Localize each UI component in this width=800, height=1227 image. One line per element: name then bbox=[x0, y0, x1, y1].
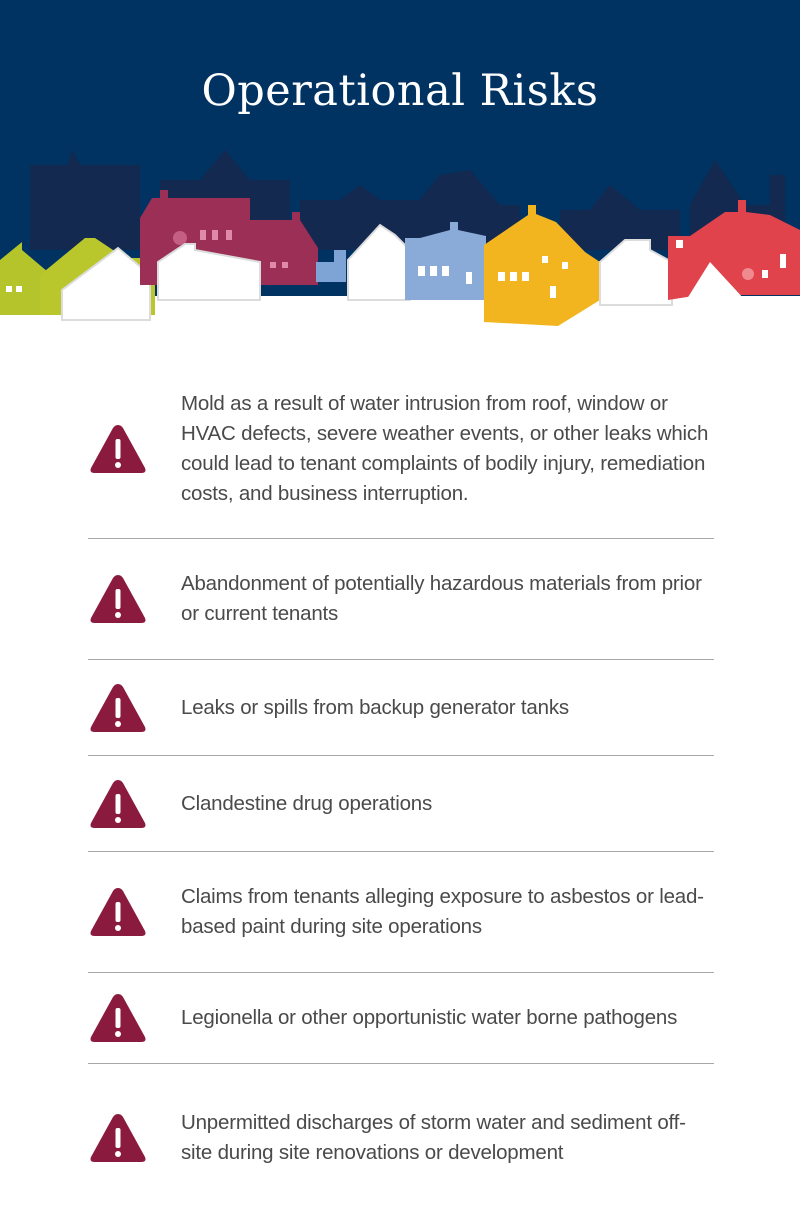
warning-triangle-icon bbox=[88, 991, 148, 1045]
list-item bbox=[88, 973, 714, 1064]
warning-triangle-icon bbox=[88, 885, 148, 939]
risk-text: Mold as a result of water intrusion from roof, window or HVAC defects, severe weather events, or other leaks which could lead to tenant complaints of bodily injury, remediation costs, and business interruption. bbox=[181, 392, 709, 505]
risk-text: Abandonment of potentially hazardous materials from prior or current tenants bbox=[181, 572, 702, 625]
list-item bbox=[88, 539, 714, 660]
page-title: Operational Risks bbox=[201, 66, 599, 116]
list-item bbox=[88, 1064, 714, 1212]
list-item bbox=[88, 660, 714, 756]
warning-triangle-icon bbox=[88, 777, 148, 831]
risk-text: Clandestine drug operations bbox=[181, 791, 433, 815]
list-item bbox=[88, 360, 714, 539]
risk-text: Claims from tenants alleging exposure to asbestos or lead-based paint during site operations bbox=[181, 885, 704, 938]
warning-triangle-icon bbox=[88, 681, 148, 735]
risk-text: Legionella or other opportunistic water borne pathogens bbox=[181, 1006, 678, 1029]
risk-text: Leaks or spills from backup generator tanks bbox=[181, 695, 569, 719]
warning-triangle-icon bbox=[88, 422, 148, 476]
warning-triangle-icon bbox=[88, 572, 148, 626]
header-banner bbox=[0, 0, 800, 340]
risk-list bbox=[88, 360, 714, 1212]
risk-text: Unpermitted discharges of storm water and sediment off-site during site renovations or development bbox=[181, 1111, 686, 1164]
warning-triangle-icon bbox=[88, 1111, 148, 1165]
list-item bbox=[88, 756, 714, 852]
list-item bbox=[88, 852, 714, 973]
rooftops-illustration bbox=[0, 0, 800, 340]
